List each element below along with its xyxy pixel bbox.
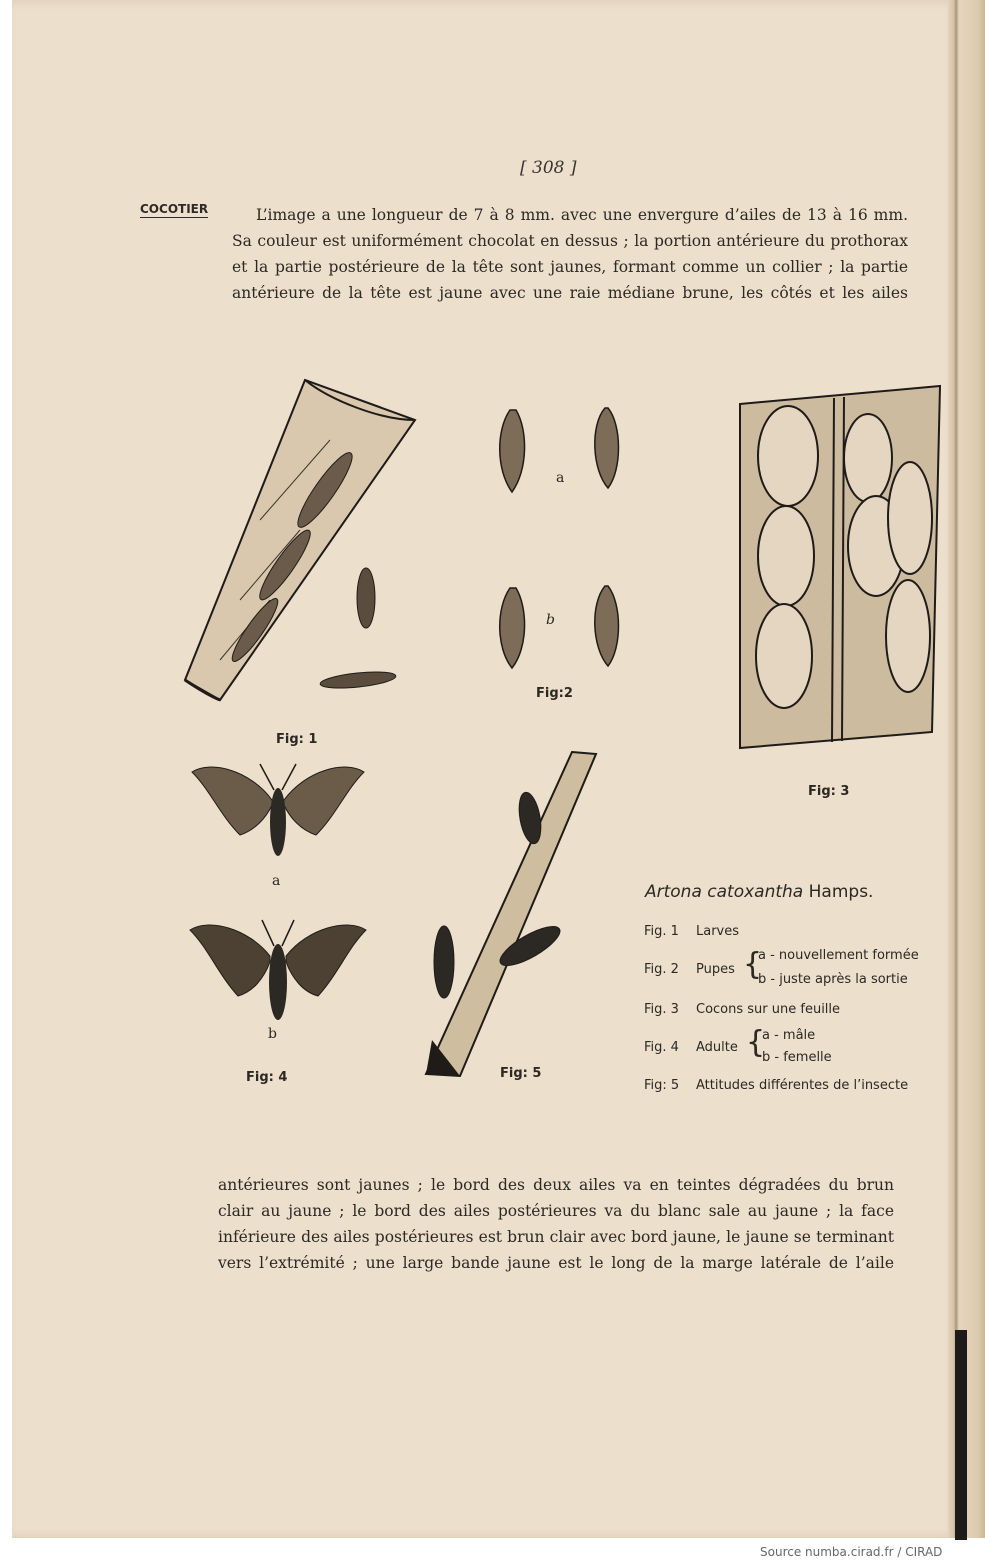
legend-row — [644, 924, 739, 939]
fig1-leaf-larvae-illustration — [180, 380, 420, 710]
fig4-label: Fig: 4 — [246, 1070, 288, 1085]
fig4b-moth-female-illustration — [190, 914, 370, 1034]
body-line: vers l’extrémité ; une large bande jaune est le long de la marge latérale de l’aile — [218, 1254, 894, 1272]
legend-subitem: a - mâle — [762, 1028, 816, 1043]
legend-text: Pupes — [696, 962, 735, 977]
species-name — [645, 882, 873, 902]
legend-brace: { — [746, 1025, 766, 1060]
binding-strip — [955, 1330, 967, 1540]
fig4a-moth-male-illustration — [190, 760, 370, 870]
fig2-b-label: b — [546, 612, 555, 628]
legend-row — [644, 1040, 738, 1055]
body-line: antérieure de la tête est jaune avec une raie médiane brune, les côtés et les ailes — [232, 284, 908, 302]
fig2-pupae-illustration — [490, 400, 630, 670]
legend-fig-id: Fig. 4 — [644, 1040, 679, 1055]
legend-text: Attitudes différentes de l’insecte — [696, 1078, 909, 1093]
legend-row — [644, 1078, 908, 1093]
body-line: Sa couleur est uniformément chocolat en dessus ; la portion antérieure du prothorax — [232, 232, 908, 250]
legend-subitem: b - femelle — [762, 1050, 832, 1065]
fig1-label: Fig: 1 — [276, 732, 318, 747]
legend-row — [644, 1002, 840, 1017]
fig2-a-label: a — [556, 470, 565, 486]
fig5-insects-on-stem-illustration — [420, 750, 600, 1080]
fig4-b-label: b — [268, 1026, 277, 1042]
page-number: [ 308 ] — [520, 158, 577, 178]
fig4-a-label: a — [272, 873, 281, 889]
margin-label: COCOTIER — [140, 202, 209, 216]
source-credit: Source numba.cirad.fr / CIRAD — [760, 1545, 943, 1559]
legend-brace: { — [743, 947, 763, 982]
legend-subitem: a - nouvellement formée — [758, 948, 919, 963]
legend-text: Adulte — [696, 1040, 738, 1055]
fig2-label: Fig:2 — [536, 686, 573, 701]
legend-text: Cocons sur une feuille — [696, 1002, 841, 1017]
species-author: Hamps. — [808, 882, 874, 902]
legend-text: Larves — [696, 924, 740, 939]
legend-subitem: b - juste après la sortie — [758, 972, 908, 987]
legend-fig-id: Fig. 3 — [644, 1002, 679, 1017]
fig5-label: Fig: 5 — [500, 1066, 542, 1081]
legend-fig-id: Fig: 5 — [644, 1078, 680, 1093]
body-line: antérieures sont jaunes ; le bord des deux ailes va en teintes dégradées du brun — [218, 1176, 894, 1194]
legend-fig-id: Fig. 2 — [644, 962, 679, 977]
legend-fig-id: Fig. 1 — [644, 924, 679, 939]
fig3-cocoons-illustration — [736, 386, 946, 750]
species-binomial: Artona catoxantha — [645, 882, 804, 902]
body-line: et la partie postérieure de la tête sont jaunes, formant comme un collier ; la partie — [232, 258, 908, 276]
page-stack-edge — [948, 0, 985, 1538]
legend-row — [644, 962, 735, 977]
body-line: inférieure des ailes postérieures est brun clair avec bord jaune, le jaune se terminant — [218, 1228, 894, 1246]
body-line: clair au jaune ; le bord des ailes postérieures va du blanc sale au jaune ; la face — [218, 1202, 894, 1220]
body-line: L’image a une longueur de 7 à 8 mm. avec une envergure d’ailes de 13 à 16 mm. — [256, 206, 908, 224]
fig3-label: Fig: 3 — [808, 784, 850, 799]
